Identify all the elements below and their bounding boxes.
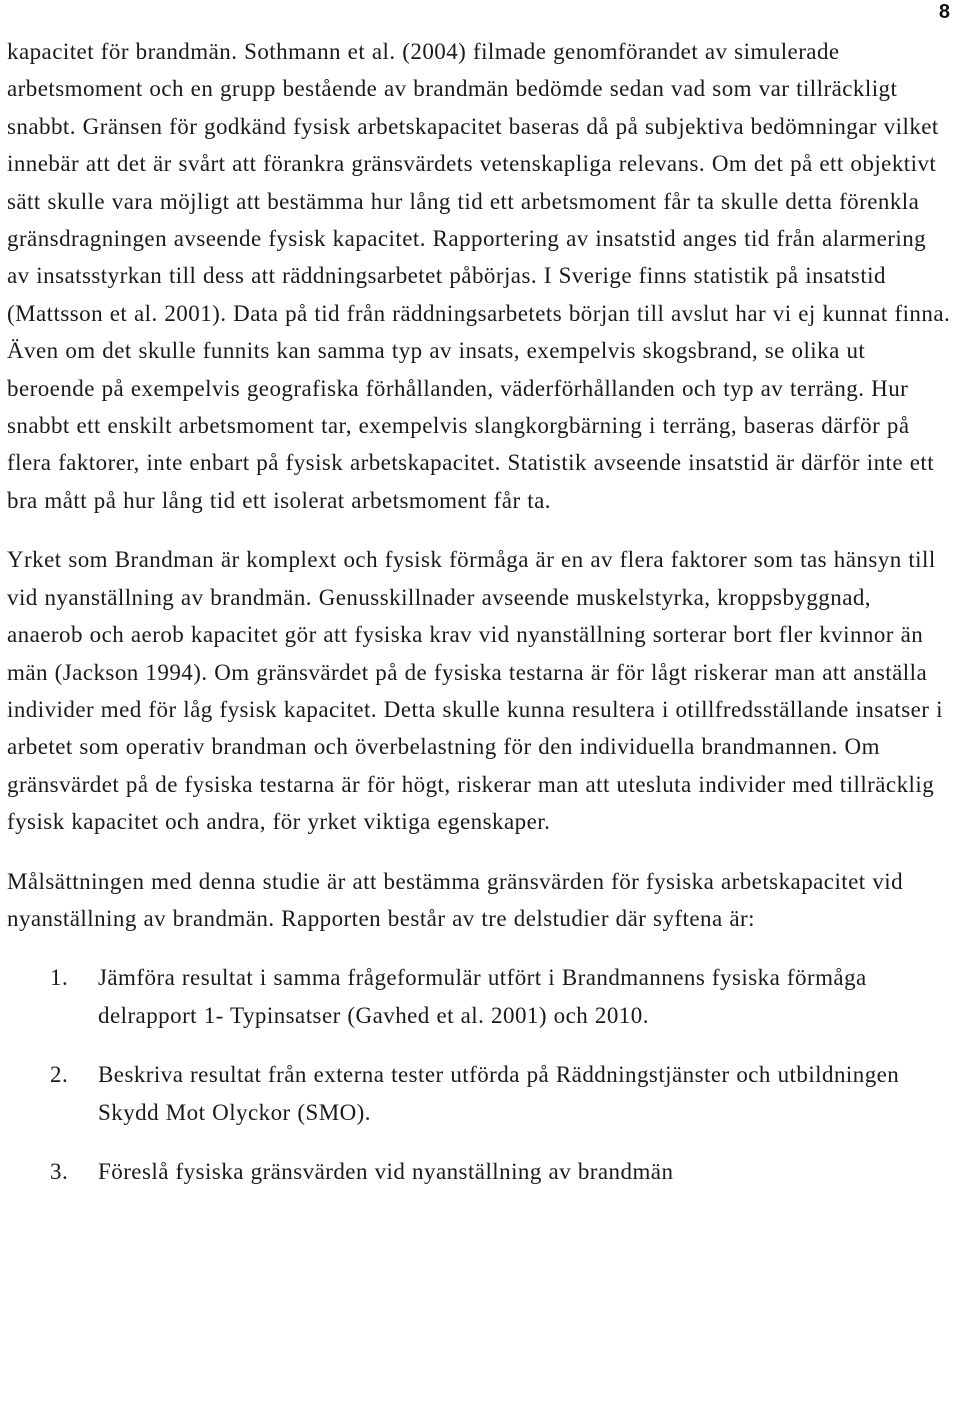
list-number: 3. [50,1158,69,1184]
document-body [7,33,953,1190]
list-text: Föreslå fysiska gränsvärden vid nyanställning av brandmän [98,1158,674,1184]
list-number: 1. [50,965,69,991]
paragraph-capacity-limits: kapacitet för brandmän. Sothmann et al. (2004) filmade genomförandet av simulerade arbetsmoment och en grupp bestående av brandmän bedömde sedan vad som var tillräckligt snabbt. Gränsen för godkänd fysisk arbetskapacitet baseras då på subjektiva bedömningar vilket innebär att det är svårt att förankra gränsvärdets vetenskapliga relevans. Om det på ett objektivt sätt skulle vara möjligt att bestämma hur lång tid ett arbetsmoment får ta skulle detta förenkla gränsdragningen avseende fysisk kapacitet. Rapportering av insatstid anges tid från alarmering av insatsstyrkan till dess att räddningsarbetet påbörjas. I Sverige finns statistik på insatstid (Mattsson et al. 2001). Data på tid från räddningsarbetets början till avslut har vi ej kunnat finna. Även om det skulle funnits kan samma typ av insats, exempelvis skogsbrand, se olika ut beroende på exempelvis geografiska förhållanden, väderförhållanden och typ av terräng. Hur snabbt ett enskilt arbetsmoment tar, exempelvis slangkorgbärning i terräng, baseras därför på flera faktorer, inte enbart på fysisk arbetskapacitet. Statistik avseende insatstid är därför inte ett bra mått på hur lång tid ett isolerat arbetsmoment får ta. [7,39,951,513]
list-number: 2. [50,1062,69,1088]
list-text: Jämföra resultat i samma frågeformulär utfört i Brandmannens fysiska förmåga delrapport 1- Typinsatser (Gavhed et al. 2001) och 2010. [98,965,867,1028]
list-text: Beskriva resultat från externa tester utförda på Räddningstjänster och utbildningen Skydd Mot Olyckor (SMO). [98,1062,900,1125]
page-number: 8 [938,1,950,23]
list-item [7,1056,953,1131]
list-item [7,1153,953,1190]
substudy-list [7,959,953,1190]
paragraph-study-aim: Målsättningen med denna studie är att bestämma gränsvärden för fysiska arbetskapacitet vid nyanställning av brandmän. Rapporten består av tre delstudier där syftena är: [7,868,904,931]
paragraph-profession-complexity: Yrket som Brandman är komplext och fysisk förmåga är en av flera faktorer som tas hänsyn till vid nyanställning av brandmän. Genusskillnader avseende muskelstyrka, kroppsbyggnad, anaerob och aerob kapacitet gör att fysiska krav vid nyanställning sorterar bort fler kvinnor än män (Jackson 1994). Om gränsvärdet på de fysiska testarna är för lågt riskerar man att anställa individer med för låg fysisk kapacitet. Detta skulle kunna resultera i otillfredsställande insatser i arbetet som operativ brandman och överbelastning för den individuella brandmannen. Om gränsvärdet på de fysiska testarna är för högt, riskerar man att utesluta individer med tillräcklig fysisk kapacitet och andra, för yrket viktiga egenskaper. [7,547,943,835]
list-item [7,959,953,1034]
